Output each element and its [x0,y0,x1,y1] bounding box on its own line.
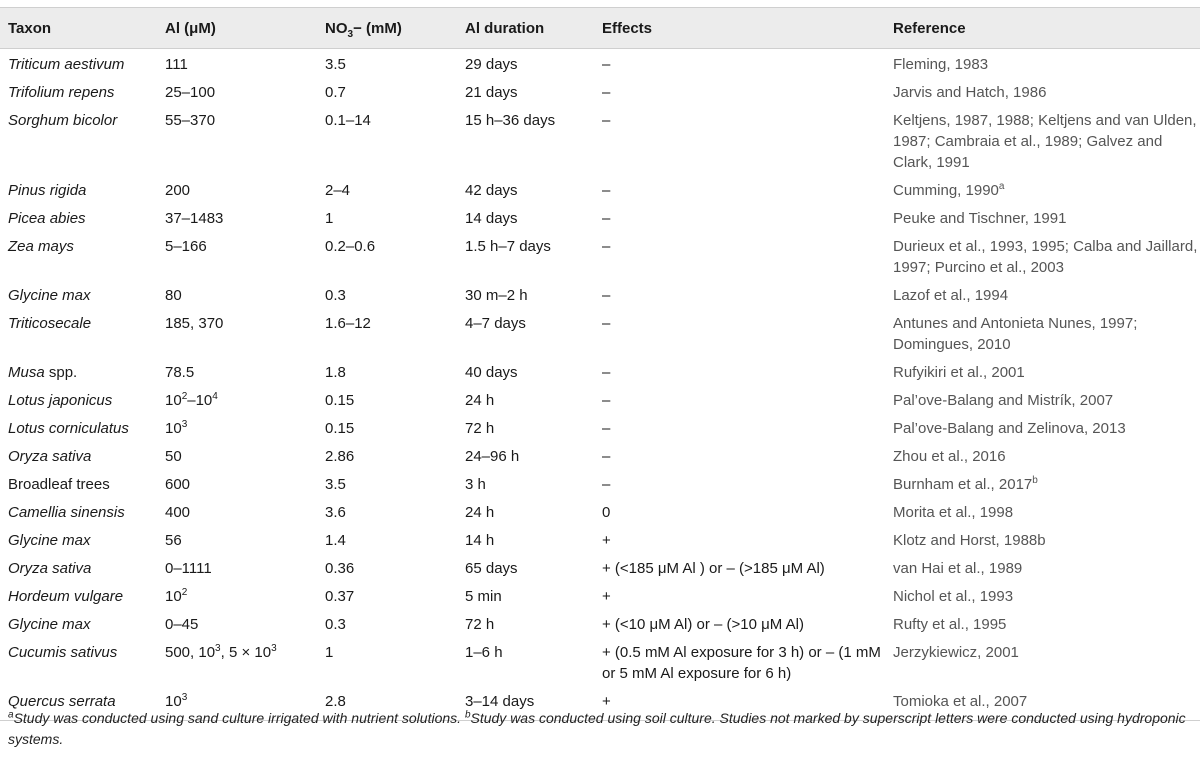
cell-duration: 72 h [465,420,495,437]
cell-al: 500, $10^3$, $5 \times 10^3$ [165,643,277,661]
reference-text: Tomioka et al., 2007 [893,693,1028,710]
table-row [0,357,1200,385]
taxon-name: Musa [8,364,45,381]
cell-reference [885,175,1200,203]
cell-reference [885,77,1200,105]
footnote-b-text: Study was conducted using soil culture. Studies not marked by superscript letters were conducted using hydroponic systems. [8,710,1186,747]
cell-al: 111 [165,56,188,73]
reference-text: Rufyikiri et al., 2001 [893,364,1025,381]
cell-duration: 30 m–2 h [465,287,528,304]
cell-effects: – [602,476,611,493]
reference-text: Morita et al., 1998 [893,504,1014,521]
cell-effects: – [602,315,611,332]
table-row [0,308,1200,357]
cell-no3: 0.36 [325,560,355,577]
cell-no3: 0.1–14 [325,112,371,129]
cell-taxon [0,231,157,280]
reference-text: Nichol et al., 1993 [893,588,1014,605]
cell-reference [885,413,1200,441]
header-reference: Reference [885,8,1200,49]
table-header-row [0,8,1200,49]
table-body [0,49,1200,721]
cell-effects: – [602,210,611,227]
cell-effects: + [594,686,885,721]
cell-al: 5–166 [165,238,207,255]
cell-al: $10^3$ [157,686,317,721]
cell-al: 50 [165,448,182,465]
cell-no3: 3.5 [325,476,346,493]
cell-taxon [0,413,157,441]
cell-no3: 1.4 [325,532,346,549]
table-row [0,637,1200,686]
cell-taxon [0,385,157,413]
reference-text: van Hai et al., 1989 [893,560,1023,577]
footnote-b-mark: b [464,709,471,721]
cell-duration: 72 h [465,616,495,633]
taxon-name: Glycine max [8,616,91,633]
taxon-name: Lotus japonicus [8,392,113,409]
cell-duration: 14 h [465,532,495,549]
taxon-name: Glycine max [8,287,91,304]
table-row [0,203,1200,231]
cell-no3: 2.8 [317,686,457,721]
taxon-name: Triticosecale [8,315,92,332]
cell-no3: 0.3 [325,616,346,633]
cell-taxon [0,280,157,308]
reference-text: Durieux et al., 1993, 1995; Calba and Jaillard, 1997; Purcino et al., 2003 [893,238,1198,276]
cell-reference [885,609,1200,637]
cell-taxon [0,357,157,385]
cell-effects: – [602,56,611,73]
cell-duration: 40 days [465,364,518,381]
cell-no3: 1 [325,644,334,661]
cell-al: 25–100 [165,84,216,101]
cell-duration: 4–7 days [465,315,526,332]
reference-text: Lazof et al., 1994 [893,287,1009,304]
cell-effects: + (<10 μM Al) or – (>10 μM Al) [602,616,804,633]
reference-text: Jerzykiewicz, 2001 [893,644,1019,661]
header-no3-sub: 3 [347,28,354,40]
cell-al: 56 [165,532,182,549]
taxon-name: Sorghum bicolor [8,112,118,129]
cell-al: $10^2-10^4$ [165,391,218,409]
cell-effects: – [602,182,611,199]
table-row [0,231,1200,280]
cell-taxon [0,469,157,497]
cell-duration: 3 h [465,476,486,493]
cell-effects: – [602,287,611,304]
cell-reference [885,469,1200,497]
taxon-name: Lotus corniculatus [8,420,129,437]
reference-text: Zhou et al., 2016 [893,448,1006,465]
cell-taxon [0,609,157,637]
taxon-name: Hordeum vulgare [8,588,124,605]
cell-reference [885,525,1200,553]
table-row [0,49,1200,78]
cell-taxon [0,77,157,105]
table-row [0,553,1200,581]
cell-duration: 21 days [465,84,518,101]
cell-reference [885,308,1200,357]
cell-reference [885,637,1200,686]
cell-duration: 15 h–36 days [465,112,556,129]
cell-duration: 3–14 days [457,686,594,721]
cell-no3: 0.7 [325,84,346,101]
cell-duration: 65 days [465,560,518,577]
header-no3 [317,8,457,49]
cell-al: 185, 370 [165,315,224,332]
cell-reference [885,203,1200,231]
cell-al: 37–1483 [165,210,224,227]
taxon-name: Triticum aestivum [8,56,125,73]
cell-al: 80 [165,287,182,304]
cell-no3: 0.15 [325,392,355,409]
header-al: Al (μM) [157,8,317,49]
cell-effects: + (0.5 mM Al exposure for 3 h) or – (1 mM or 5 mM Al exposure for 6 h) [602,644,881,682]
cell-al: 0–1111 [165,560,212,577]
table-row [0,280,1200,308]
table-row [0,175,1200,203]
cell-no3: 0.37 [325,588,355,605]
cell-reference [885,553,1200,581]
cell-taxon [0,175,157,203]
cell-reference [885,581,1200,609]
cell-no3: 0.3 [325,287,346,304]
cell-duration: 24 h [465,504,495,521]
cell-effects: – [602,420,611,437]
cell-effects: – [602,238,611,255]
cell-reference [885,105,1200,175]
cell-reference [885,385,1200,413]
cell-effects: + [602,588,611,605]
cell-effects: + (<185 μM Al ) or – (>185 μM Al) [602,560,825,577]
taxon-name: Oryza sativa [8,560,92,577]
cell-no3: 3.6 [325,504,346,521]
cell-duration: 24 h [465,392,495,409]
cell-effects: 0 [602,504,611,521]
cell-al: $10^2$ [165,587,188,605]
cell-taxon [0,553,157,581]
cell-no3: 1.8 [325,364,346,381]
header-duration: Al duration [457,8,594,49]
cell-no3: 2–4 [325,182,351,199]
taxon-name: Pinus rigida [8,182,87,199]
cell-taxon [0,497,157,525]
cell-reference [885,49,1200,78]
data-table [0,7,1200,721]
cell-al: 55–370 [165,112,216,129]
cell-al: 600 [165,476,191,493]
taxon-name: Picea abies [8,210,86,227]
footnote-a-mark: a [8,709,14,721]
cell-duration: 1–6 h [465,644,503,661]
cell-duration: 14 days [465,210,518,227]
cell-taxon [0,49,157,78]
cell-duration: 42 days [465,182,518,199]
table-row [0,385,1200,413]
cell-duration: 5 min [465,588,502,605]
taxon-name: Zea mays [8,238,74,255]
table-row [0,413,1200,441]
taxon-name: Glycine max [8,532,91,549]
reference-footnote-mark: a [998,181,1005,192]
taxon-name: Broadleaf trees [8,476,110,493]
cell-reference [885,357,1200,385]
taxon-name: Camellia sinensis [8,504,125,521]
cell-reference [885,231,1200,280]
reference-text: Cumming, 1990 [893,182,999,199]
cell-duration: 24–96 h [465,448,520,465]
cell-reference [885,280,1200,308]
cell-taxon [0,105,157,175]
cell-taxon [0,441,157,469]
taxon-suffix: spp. [44,364,78,381]
reference-text: Peuke and Tischner, 1991 [893,210,1067,227]
table-row [0,469,1200,497]
reference-text: Klotz and Horst, 1988b [893,532,1046,549]
cell-duration: 1.5 h–7 days [465,238,551,255]
reference-text: Fleming, 1983 [893,56,989,73]
table-row [0,105,1200,175]
taxon-name: Oryza sativa [8,448,92,465]
table-row [0,525,1200,553]
table-row [0,441,1200,469]
cell-taxon [0,308,157,357]
cell-no3: 0.15 [325,420,355,437]
table-row [0,581,1200,609]
cell-no3: 3.5 [325,56,346,73]
table-row [0,77,1200,105]
header-effects: Effects [594,8,885,49]
cell-al: 78.5 [165,364,195,381]
cell-no3: 0.2–0.6 [325,238,376,255]
reference-text: Antunes and Antonieta Nunes, 1997; Domingues, 2010 [893,315,1138,353]
cell-duration: 29 days [465,56,518,73]
cell-taxon [0,581,157,609]
cell-no3: 1.6–12 [325,315,371,332]
cell-al: $10^3$ [165,419,188,437]
header-no3-prefix: NO [325,19,348,37]
footnote-a-text: Study was conducted using sand culture irrigated with nutrient solutions. [13,710,462,726]
cell-effects: + [602,532,611,549]
header-no3-suffix: − (mM) [353,19,402,37]
cell-effects: – [602,84,611,101]
cell-no3: 2.86 [325,448,355,465]
cell-reference [885,497,1200,525]
reference-text: Jarvis and Hatch, 1986 [893,84,1047,101]
reference-text: Pal’ove-Balang and Mistrík, 2007 [893,392,1114,409]
table-row [0,497,1200,525]
taxon-name: Cucumis sativus [8,644,118,661]
reference-text: Keltjens, 1987, 1988; Keltjens and van Ulden, 1987; Cambraia et al., 1989; Galvez and Clark, 1991 [893,112,1197,171]
cell-effects: – [602,448,611,465]
cell-effects: – [602,364,611,381]
cell-taxon [0,637,157,686]
reference-footnote-mark: b [1032,475,1038,486]
cell-effects: – [602,112,611,129]
reference-text: Burnham et al., 2017 [893,476,1033,493]
table-row [0,609,1200,637]
reference-text: Rufty et al., 1995 [893,616,1007,633]
cell-al: 200 [165,182,191,199]
cell-reference [885,441,1200,469]
taxon-name: Quercus serrata [8,693,116,710]
cell-taxon [0,525,157,553]
cell-al: 0–45 [165,616,199,633]
cell-no3: 1 [325,210,334,227]
reference-text: Pal’ove-Balang and Zelinova, 2013 [893,420,1126,437]
taxon-name: Trifolium repens [8,84,115,101]
cell-taxon [0,203,157,231]
cell-effects: – [602,392,611,409]
table-footnote [8,708,1193,750]
cell-al: 400 [165,504,191,521]
header-taxon: Taxon [0,8,157,49]
